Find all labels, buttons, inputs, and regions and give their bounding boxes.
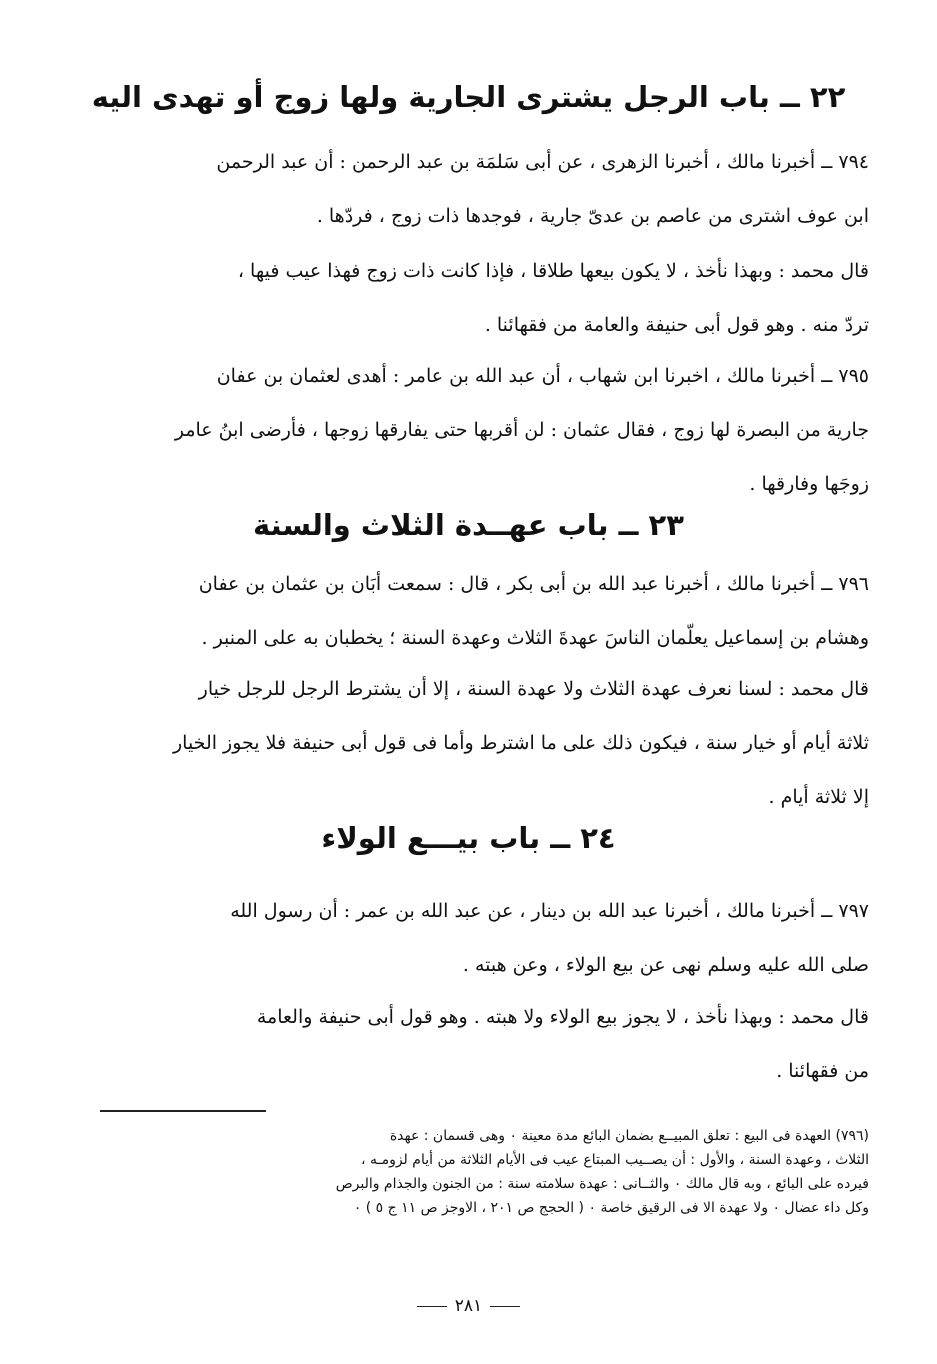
text-line: ٧٩٥ ــ أخبرنا مالك ، اخبرنا ابن شهاب ، أن عبد الله بن عامر : أهدى لعثمان بن عفان: [216, 365, 869, 387]
text-line: قال محمد : وبهذا نأخذ ، لا يكون بيعها طلاقا ، فإذا كانت ذات زوج فهذا عيب فيها ،: [237, 260, 869, 282]
hadith-795: [100, 349, 869, 511]
page-number-value: ٢٨١: [454, 1296, 483, 1316]
text-line: قال محمد : وبهذا نأخذ ، لا يجوز بيع الولاء ولا هبته . وهو قول أبى حنيفة والعامة: [256, 1006, 869, 1028]
commentary-796: [100, 662, 869, 824]
text-line: ٧٩٤ ــ أخبرنا مالك ، أخبرنا الزهرى ، عن أبى سَلمَة بن عبد الرحمن : أن عبد الرحمن: [216, 151, 869, 173]
text-line: جارية من البصرة لها زوج ، فقال عثمان : لن أقربها حتى يفارقها زوجها ، فأرضى ابنُ عامر: [174, 419, 869, 441]
text-line: زوجَها وفارقها .: [749, 473, 869, 495]
text-line: صلى الله عليه وسلم نهى عن بيع الولاء ، وعن هبته .: [462, 954, 869, 976]
page-number: [0, 1296, 937, 1316]
text-line: قال محمد : لسنا نعرف عهدة الثلاث ولا عهدة السنة ، إلا أن يشترط الرجل للرجل خيار: [198, 678, 869, 700]
text-line: تردّ منه . وهو قول أبى حنيفة والعامة من فقهائنا .: [484, 314, 869, 336]
footnote-divider: [100, 1110, 266, 1112]
hadith-794: [100, 135, 869, 243]
hadith-796: [100, 557, 869, 665]
footnote-line: فيرده على البائع ، وبه قال مالك ٠ والثــانى : عهدة سلامته سنة : من الجنون والجذام والبرص: [335, 1176, 869, 1192]
chapter-title-24: ٢٤ ــ باب بيـــع الولاء: [321, 821, 616, 855]
dash-decoration: [417, 1306, 447, 1307]
text-line: وهشام بن إسماعيل يعلّمان الناسَ عهدةَ الثلاث وعهدة السنة ؛ يخطبان به على المنبر .: [201, 627, 869, 649]
text-line: ٧٩٦ ــ أخبرنا مالك ، أخبرنا عبد الله بن أبى بكر ، قال : سمعت أبَان بن عثمان بن عفان: [198, 573, 869, 595]
text-line: ثلاثة أيام أو خيار سنة ، فيكون ذلك على ما اشترط وأما فى قول أبى حنيفة فلا يجوز الخيار: [172, 732, 869, 754]
footnote-line: وكل داء عضال ٠ ولا عهدة الا فى الرقيق خاصة ٠ ( الحجج ص ٢٠١ ، الاوجز ص ١١ ج ٥ ) ٠: [353, 1200, 869, 1216]
chapter-title-23: ٢٣ ــ باب عهــدة الثلاث والسنة: [253, 508, 684, 542]
commentary-797: [100, 990, 869, 1098]
text-line: من فقهائنا .: [776, 1060, 869, 1082]
chapter-title-22: ٢٢ ــ باب الرجل يشترى الجارية ولها زوج أو تهدى اليه: [91, 80, 846, 114]
footnote-line: (٧٩٦) العهدة فى البيع : تعلق المبيــع بضمان البائع مدة معينة ٠ وهى قسمان : عهدة: [389, 1128, 869, 1144]
text-line: ابن عوف اشترى من عاصم بن عدىّ جارية ، فوجدها ذات زوج ، فردّها .: [316, 205, 869, 227]
dash-decoration: [490, 1306, 520, 1307]
footnote-line: الثلاث ، وعهدة السنة ، والأول : أن يصــيب المبتاع عيب فى الأيام الثلاثة من أيام لزومـه ،: [361, 1152, 869, 1168]
text-line: ٧٩٧ ــ أخبرنا مالك ، أخبرنا عبد الله بن دينار ، عن عبد الله بن عمر : أن رسول الله: [230, 900, 869, 922]
text-line: إلا ثلاثة أيام .: [768, 786, 869, 808]
commentary-794: [100, 244, 869, 352]
footnote: [100, 1124, 869, 1220]
hadith-797: [100, 884, 869, 992]
